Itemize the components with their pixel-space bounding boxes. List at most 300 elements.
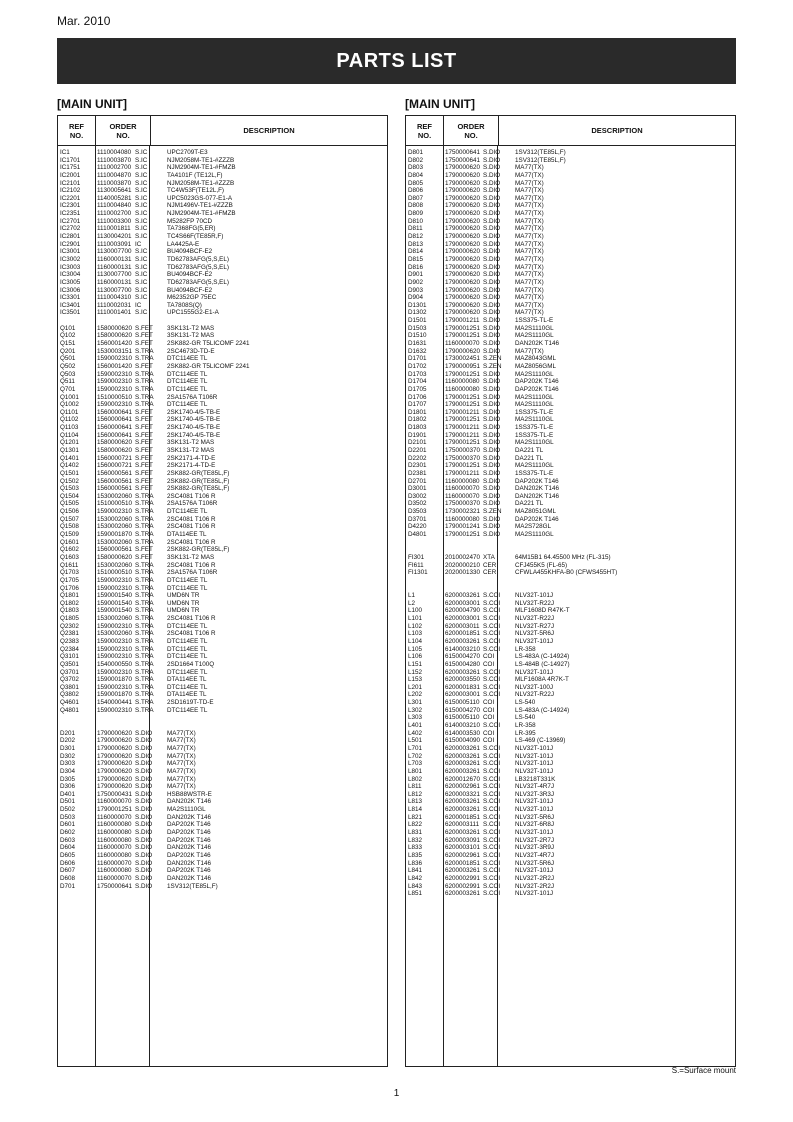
type-cell: S.TRA [135,615,154,623]
table-row [406,546,735,554]
table-row [406,317,735,325]
ref-no-cell: D3001 [408,485,427,493]
description-cell: NLV32T-4R7J [515,783,555,791]
ref-no-cell: IC2701 [60,217,81,225]
table-row [58,470,387,478]
type-cell: S.DIO [483,194,501,202]
order-no-cell: 1160000080 [445,477,480,485]
type-cell: S.DIO [483,485,501,493]
order-no-cell: 1110004310 [97,294,132,302]
order-no-cell: 6140003530 [445,729,481,737]
type-cell: S.DIO [483,340,501,348]
type-cell: S.DIO [135,790,153,798]
order-no-cell: 1530002060 [97,538,133,546]
type-cell: S.DIO [483,523,501,531]
ref-no-cell: Q102 [60,332,76,340]
type-cell: XTA [483,553,495,561]
table-row [406,646,735,654]
description-cell: NLV32T-2R2J [515,882,555,890]
type-cell: S.COI [483,798,501,806]
table-row [58,332,387,340]
ref-no-cell: L801 [408,767,423,775]
ref-no-cell: Q3801 [60,683,79,691]
type-cell: S.IC [135,248,148,256]
order-no-cell [95,722,134,730]
ref-no-cell: L501 [408,737,423,745]
order-no-cell: 1160000070 [97,813,132,821]
table-row [58,883,387,891]
table-row [58,416,387,424]
description-cell: MLF1608A 4R7K-T [515,676,569,684]
table-row [406,569,735,577]
ref-no-cell: Q1805 [60,615,79,623]
ref-no-cell: D902 [408,278,424,286]
description-cell: 2SK2171-4-TD-E [167,462,216,470]
table-row [58,554,387,562]
type-cell: S.TRA [135,500,154,508]
order-no-cell [443,539,482,547]
order-no-cell: 6200004790 [445,607,481,615]
type-cell: S.DIO [135,744,153,752]
order-no-cell: 6200003261 [445,668,481,676]
type-cell: S.DIO [483,454,501,462]
type-cell: S.TRA [135,668,154,676]
table-row [406,745,735,753]
ref-no-cell: D608 [60,874,76,882]
type-cell: S.DIO [483,149,501,156]
type-cell: S.TRA [135,508,154,516]
description-cell: MA2S1110GL [515,324,554,332]
order-no-cell: 1110003300 [97,217,132,225]
description-cell: 3SK131-T2 MAS [167,446,215,454]
order-no-cell: 6200002961 [445,783,481,791]
type-cell: S.DIO [483,462,501,470]
description-cell [165,722,387,730]
ref-no-cell: Q1603 [60,553,79,561]
order-no-cell: 2010002470 [445,553,481,561]
type-cell: S.TRA [135,706,154,714]
description-cell: TC4W53F(TE12L,F) [167,187,225,195]
description-cell: MAZ8051GML [515,508,556,516]
description-cell: DTC114EE TL [167,576,208,584]
table-row [58,867,387,875]
ref-no-cell: D401 [60,790,76,798]
description-cell: 2SK882-GR(TE85L,F) [167,469,230,477]
order-no-cell: 1790001211 [445,424,480,432]
type-cell: S.TRA [135,347,154,355]
description-cell: MA77(TX) [515,225,544,233]
ref-no-cell: Q1611 [60,561,79,569]
order-no-cell: 1560000641 [97,416,133,424]
order-no-cell: 1110002700 [97,210,132,218]
table-row [58,279,387,287]
table-row [406,691,735,699]
ref-no-cell: D606 [60,859,76,867]
table-row [406,332,735,340]
table-row [58,577,387,585]
table-row [406,363,735,371]
type-cell: S.DIO [483,439,501,447]
type-cell: S.COI [483,836,501,844]
table-row [406,577,735,585]
description-cell: MA77(TX) [167,775,196,783]
table-row [406,883,735,891]
description-cell: MA2S728GL [515,523,552,531]
table-row [58,462,387,470]
description-cell: MA77(TX) [515,240,544,248]
type-cell: S.FET [135,485,153,493]
order-no-cell: 1160000070 [445,485,480,493]
type-cell: S.IC [135,225,148,233]
order-no-cell: 1560000561 [97,469,133,477]
description-cell: DAP202K T146 [167,821,211,829]
order-no-cell: 1790000620 [445,286,481,294]
ref-no-cell: L835 [408,851,423,859]
ref-no-cell: Q3501 [60,660,79,668]
order-no-cell: 1110002031 [97,301,132,309]
description-cell: LS-469 (C-13969) [515,737,566,745]
order-no-cell: 1160000070 [445,492,480,500]
type-cell: S.TRA [135,630,154,638]
order-no-cell: 1790000620 [445,248,481,256]
table-row [58,531,387,539]
ref-no-cell: D305 [60,775,76,783]
ref-no-cell: Q1801 [60,592,79,600]
description-cell: LS-540 [515,699,536,707]
order-no-cell: 1130007700 [97,271,132,279]
description-cell: DTA114EE TL [167,691,207,699]
description-cell: TD62783AFG(5,S,EL) [167,278,229,286]
type-cell: S.COI [483,630,501,638]
type-cell: S.COI [483,783,501,791]
description-cell: MA2S1110GL [515,370,554,378]
description-cell: 2SA1576A T106R [167,500,218,508]
type-cell: S.DIO [135,882,153,890]
table-row [406,890,735,898]
ref-no-cell: D1702 [408,362,427,370]
table-row [58,776,387,784]
table-row [406,409,735,417]
ref-no-cell: Q2381 [60,630,79,638]
type-cell: S.IC [135,233,148,241]
ref-no-cell: D701 [60,882,76,890]
order-no-cell: 1580000620 [97,446,133,454]
table-row [58,348,387,356]
order-no-cell: 2020001330 [445,569,481,577]
table-row [406,508,735,516]
order-no-cell: 1590002310 [97,668,133,676]
table-row [58,340,387,348]
order-no-cell: 6200003011 [445,622,480,630]
table-row [58,439,387,447]
order-no-cell: 1790000620 [97,752,133,760]
description-cell: UMD6N TR [167,592,200,600]
description-cell: DTC114EE TL [167,638,208,645]
ref-no-cell [406,546,443,554]
type-cell: S.DIO [483,469,501,477]
description-cell: DTC114EE TL [167,683,208,691]
ref-no-cell: Q2384 [60,645,79,653]
order-no-cell: 1540000441 [97,699,133,707]
order-no-cell: 6200003261 [445,890,481,898]
order-no-cell: 6200003550 [445,676,481,684]
table-row [58,592,387,600]
type-cell: S.IC [135,179,148,187]
table-row [58,485,387,493]
type-cell: S.COI [483,890,501,898]
ref-no-cell: IC2702 [60,225,81,233]
ref-no-cell: L703 [408,760,423,768]
ref-no-cell: L152 [408,668,423,676]
ref-no-cell: D2201 [408,446,427,454]
table-row [58,707,387,715]
type-cell: CER [483,561,497,569]
description-cell: MA77(TX) [167,760,196,768]
table-row [406,470,735,478]
description-cell: DTC114EE TL [167,653,208,661]
ref-no-cell: L201 [408,683,423,691]
description-cell: MA77(TX) [515,164,544,172]
type-cell: S.COI [483,676,501,684]
order-no-cell: 1160000080 [97,867,132,875]
ref-no-cell: D809 [408,210,424,218]
table-row [58,760,387,768]
order-no-cell: 6200003261 [445,638,481,645]
table-row [58,363,387,371]
table-row [406,554,735,562]
type-cell: S.TRA [135,523,154,531]
description-cell: 2SC4081 T106 R [167,523,216,531]
table-row [58,539,387,547]
description-cell: 2SK882-GR(TE85L,F) [167,477,230,485]
table-row [58,737,387,745]
table-row [58,294,387,302]
ref-no-cell: D202 [60,737,76,745]
type-cell: S.DIO [483,278,501,286]
ref-no-cell: FI611 [408,561,424,569]
description-cell: NLV32T-101J [515,767,554,775]
type-cell: S.COI [483,760,501,768]
table-row [58,447,387,455]
description-cell: NLV32T-R27J [515,622,555,630]
description-cell: 3SK131-T2 MAS [167,332,215,340]
table-row [58,325,387,333]
type-cell [482,539,513,547]
description-cell: 1SV312(TE85L,F) [515,149,566,156]
description-cell: 2SD1619T-TD-E [167,699,214,707]
type-cell: S.DIO [483,156,501,164]
type-cell: S.DIO [483,378,501,386]
type-cell: S.COI [483,844,501,852]
ref-no-cell: IC3001 [60,248,81,256]
order-no-cell: 1560000641 [97,431,133,439]
table-row [406,233,735,241]
table-row [58,386,387,394]
type-cell: S.IC [135,194,148,202]
ref-no-cell: L842 [408,874,423,882]
description-cell: NLV32T-101J [515,867,554,875]
description-cell: MA2S1110GL [515,462,554,470]
order-no-cell: 1160000080 [97,836,132,844]
description-cell: MA77(TX) [515,194,544,202]
order-no-cell: 1590002310 [97,584,133,592]
type-cell: S.DIO [483,347,501,355]
table-row [406,607,735,615]
table-row [406,447,735,455]
order-no-cell: 1530003151 [97,347,133,355]
table-row [58,562,387,570]
table-row [58,600,387,608]
ref-no-header: REF NO. [58,116,96,145]
table-row [58,172,387,180]
table-row [58,271,387,279]
type-cell: S.DIO [483,424,501,432]
type-cell: S.TRA [135,607,154,615]
table-row [406,699,735,707]
order-no-cell: 1790000620 [445,309,481,317]
ref-no-cell: Q1601 [60,538,79,546]
table-row [406,401,735,409]
description-cell: NLV32T-101J [515,744,554,752]
order-no-cell: 1790000620 [97,729,133,737]
order-no-cell: 1160000131 [97,255,132,263]
ref-no-cell: L100 [408,607,423,615]
description-cell: DAN202K T146 [167,798,211,806]
type-cell: COI [483,660,495,668]
order-no-cell: 1790001241 [445,523,481,531]
type-cell: S.DIO [135,836,153,844]
type-cell: S.DIO [135,829,153,837]
page-title-banner [57,38,736,84]
table-row [406,523,735,531]
order-no-cell: 1790001251 [445,332,481,340]
ref-no-cell: FI1301 [408,569,428,577]
ref-no-cell: D2381 [408,469,427,477]
order-no-cell: 1790000951 [445,362,481,370]
table-row [406,860,735,868]
description-cell: 2SK1740-4/5-TB-E [167,424,221,432]
type-cell: S.DIO [483,255,501,263]
type-cell: S.IC [135,156,148,164]
ref-no-cell: L102 [408,622,423,630]
left-section-title: [MAIN UNIT] [57,97,127,111]
order-no-cell: 1750000431 [97,790,133,798]
description-cell: NJM2904M-TE1-#FMZB [167,210,236,218]
type-cell: S.COI [483,607,501,615]
order-no-cell: 1510000510 [97,500,133,508]
description-cell: LB3218T331K [515,775,556,783]
order-no-cell: 1590002310 [97,508,133,516]
ref-no-cell: IC2201 [60,194,81,202]
ref-no-cell: D3503 [408,508,427,516]
ref-no-cell: D804 [408,171,424,179]
ref-no-cell: IC1751 [60,164,81,172]
order-no-cell: 6200001851 [445,630,481,638]
right-section-title: [MAIN UNIT] [405,97,475,111]
type-cell: S.TRA [135,638,154,645]
ref-no-cell: D201 [60,729,76,737]
table-row [406,279,735,287]
table-row [406,485,735,493]
ref-no-cell: D802 [408,156,424,164]
type-cell: COI [483,729,495,737]
type-cell [482,577,513,585]
type-cell: S.DIO [483,263,501,271]
table-row [406,562,735,570]
type-cell: S.DIO [483,294,501,302]
ref-no-cell: L814 [408,806,423,814]
description-cell [165,317,387,325]
description-cell: TD62783AFG(5,S,EL) [167,263,229,271]
type-cell: S.IC [135,202,148,210]
table-row [58,180,387,188]
type-cell: S.DIO [135,844,153,852]
parts-table-right [405,115,736,1067]
ref-no-cell: Q3101 [60,653,79,661]
table-row [58,409,387,417]
description-cell: LR-358 [515,645,536,653]
order-no-cell: 1590002310 [97,622,133,630]
ref-no-cell: D2202 [408,454,427,462]
ref-no-cell [406,585,443,593]
ref-no-cell [58,317,95,325]
type-cell: S.DIO [483,202,501,210]
description-cell: NLV32T-101J [515,638,554,645]
description-cell: NLV32T-101J [515,592,554,600]
order-no-cell: 1130007700 [97,248,132,256]
ref-no-cell: Q1509 [60,531,79,539]
ref-no-cell: L831 [408,829,423,837]
order-no-cell: 6200002991 [445,882,481,890]
ref-no-cell: D1631 [408,340,427,348]
order-no-cell: 1790000620 [445,210,481,218]
ref-no-cell: D605 [60,851,76,859]
description-cell: MA2S1110GL [515,531,554,539]
order-no-cell: 6140003210 [445,645,481,653]
ref-no-cell: D1803 [408,424,427,432]
table-row [58,829,387,837]
table-row [406,202,735,210]
description-cell: MAZ8056GML [515,362,556,370]
ref-no-cell: D301 [60,744,76,752]
description-cell: LS-540 [515,714,536,722]
type-cell: S.COI [483,599,501,607]
type-cell: S.TRA [135,576,154,584]
ref-no-cell: D803 [408,164,424,172]
description-cell: NLV32T-3R3J [515,790,555,798]
ref-no-cell: D3701 [408,515,427,523]
table-row [406,378,735,386]
description-cell: LS-483A (C-14924) [515,706,570,714]
ref-no-cell [406,539,443,547]
table-row [406,424,735,432]
order-no-cell: 1590002310 [97,653,133,661]
description-cell: TC4S66F(TE85R,F) [167,233,224,241]
ref-no-cell: D801 [408,149,424,156]
description-cell: NLV32T-R22J [515,691,555,699]
type-cell: S.TRA [135,569,154,577]
ref-no-cell: IC3002 [60,255,81,263]
ref-no-cell: L821 [408,813,423,821]
table-row [406,783,735,791]
type-cell: S.TRA [135,385,154,393]
description-cell: MA77(TX) [515,278,544,286]
description-cell: DTC114EE TL [167,668,208,676]
table-row [58,745,387,753]
table-row [58,394,387,402]
order-no-cell: 1790000620 [97,767,133,775]
ref-no-cell: D3502 [408,500,427,508]
